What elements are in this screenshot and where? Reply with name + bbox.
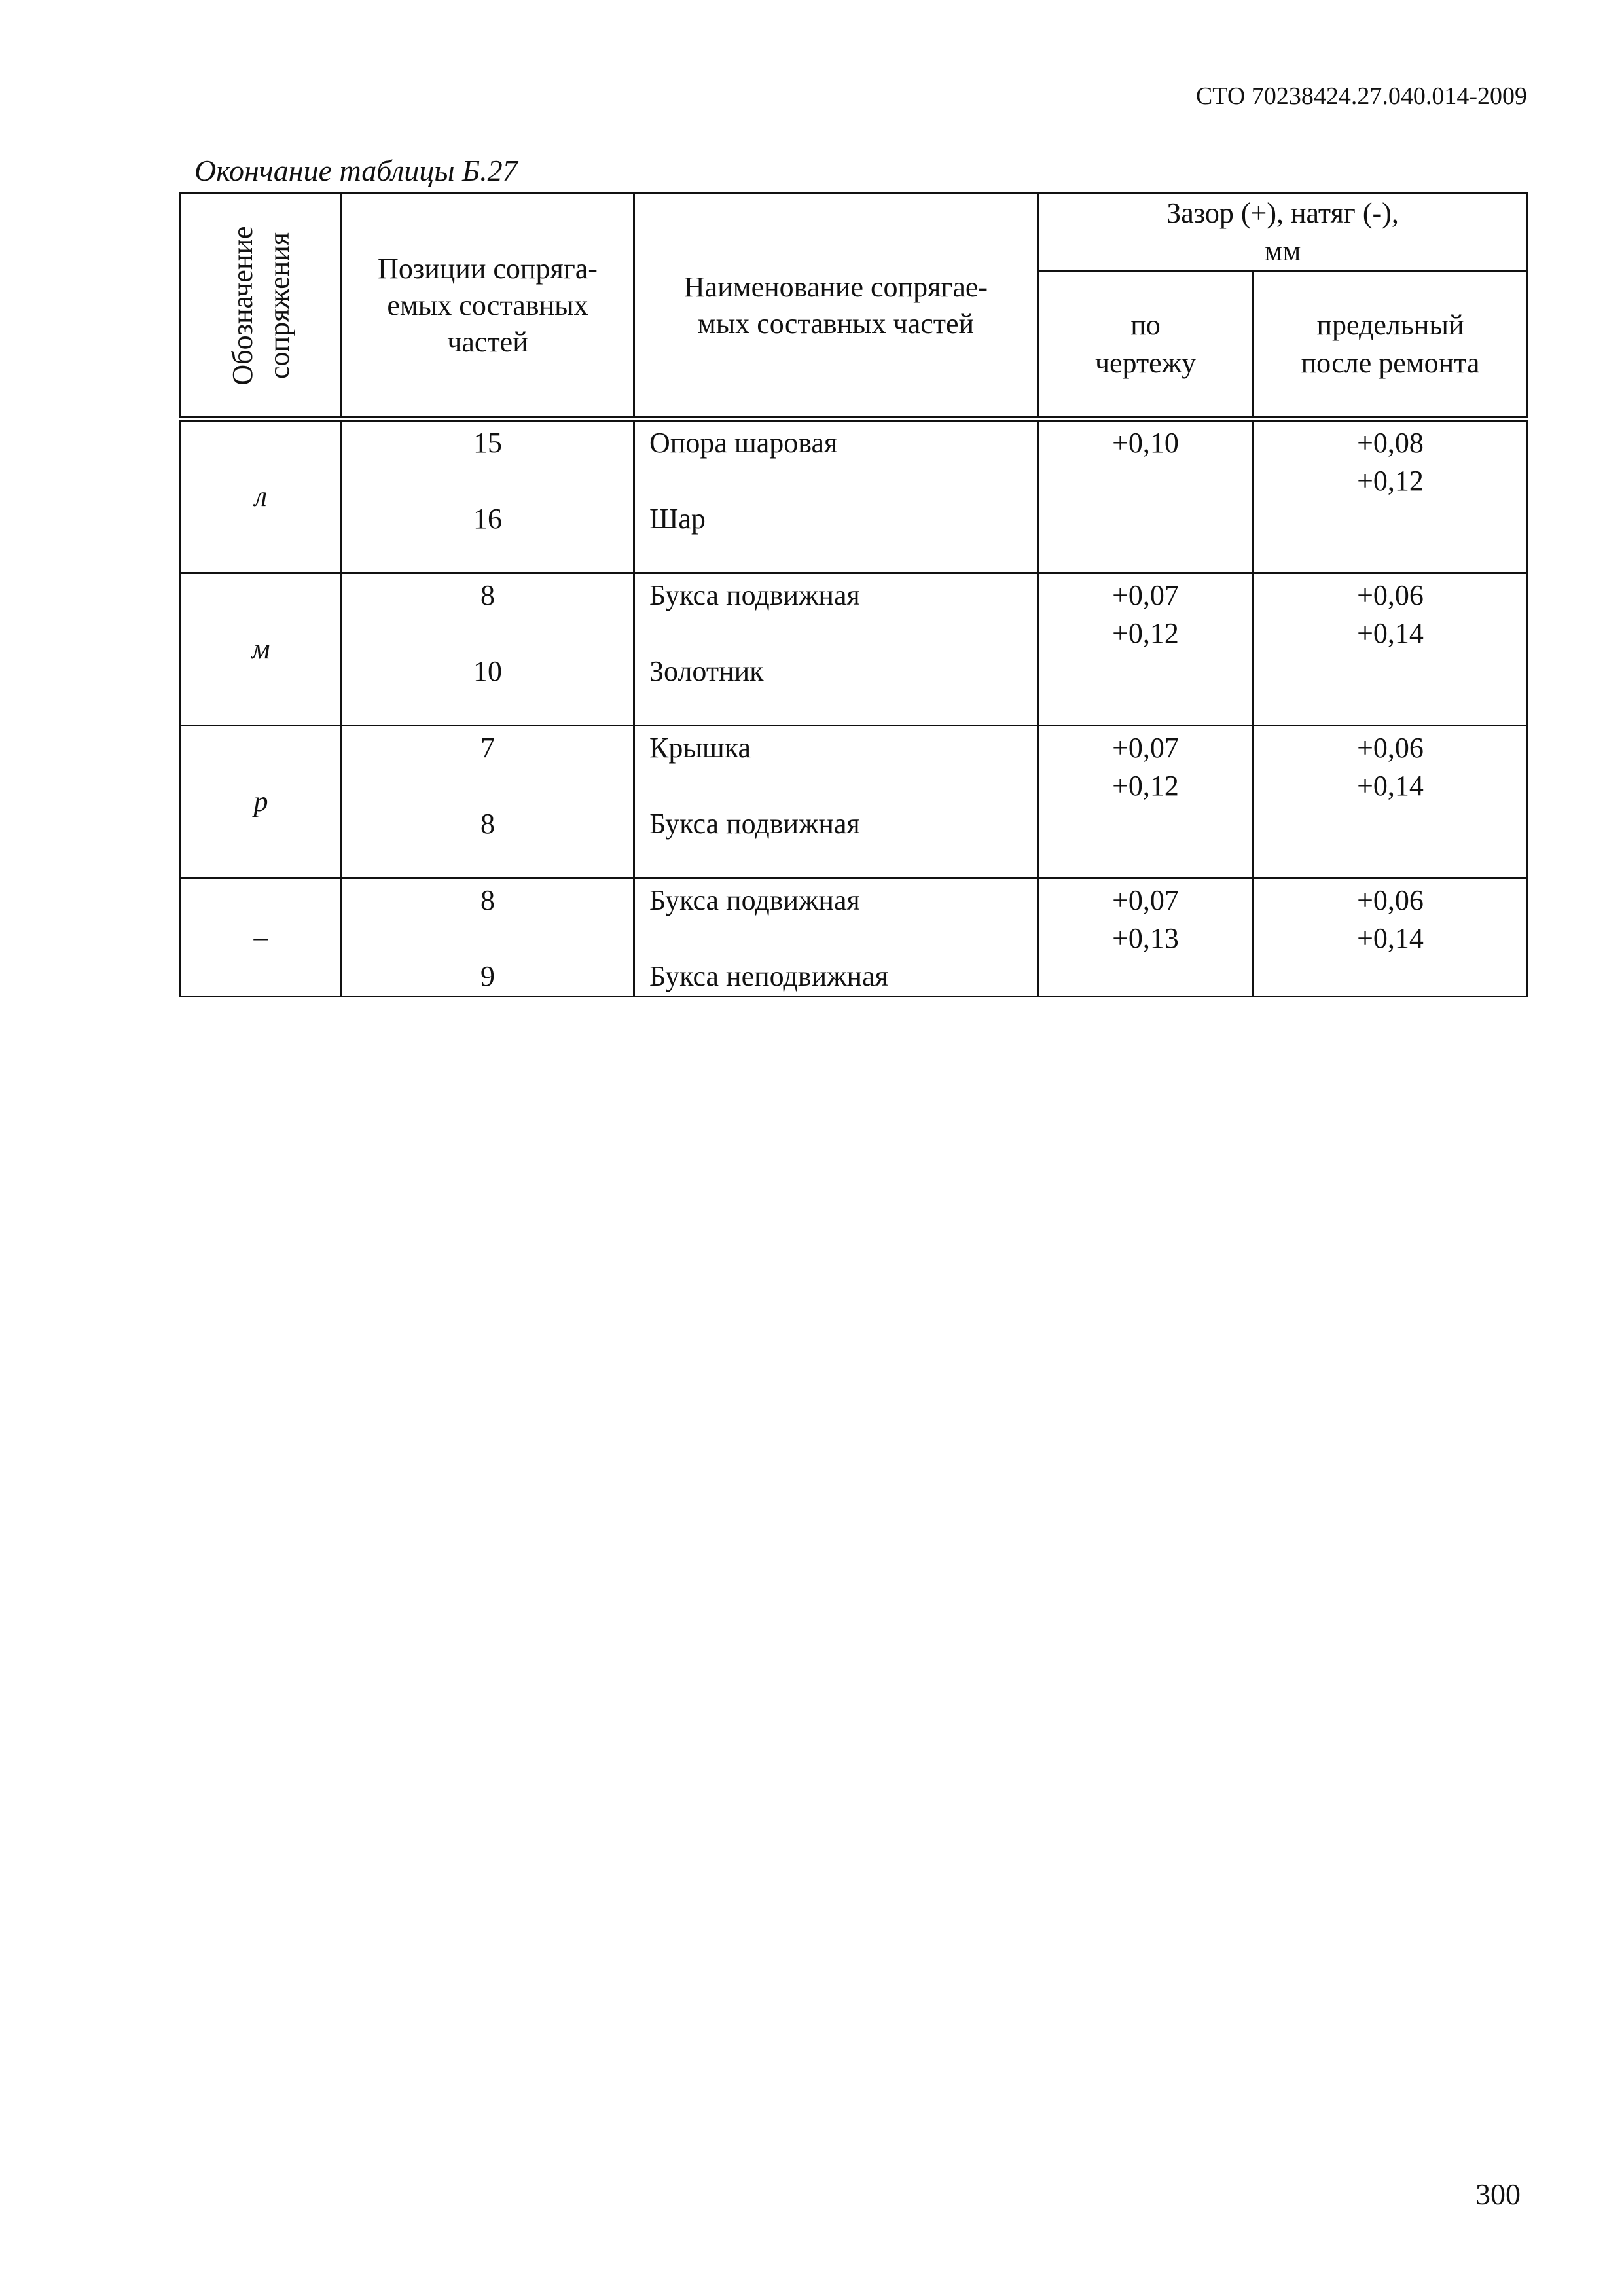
part-name: Золотник [649,655,764,687]
table-row [181,419,1528,573]
position-value: 15 [473,427,502,459]
page-number: 300 [1475,2178,1521,2211]
positions-cell [342,419,634,573]
designation-header-text: Обозначение сопряжения [226,225,295,386]
positions-cell [342,726,634,878]
position-value: 8 [480,884,495,916]
positions-cell [342,878,634,997]
names-cell [634,726,1038,878]
position-value: 8 [480,579,495,611]
limit-value: +0,12 [1357,465,1424,497]
table-header-row-top [181,194,1528,272]
part-name: Букса подвижная [649,808,860,840]
names-cell [634,878,1038,997]
designation-cell: л [181,419,342,573]
limit-value: +0,06 [1357,884,1424,916]
designation-cell: р [181,726,342,878]
designation-cell: – [181,878,342,997]
gap-group-header: Зазор (+), натяг (-), мм [1038,194,1528,272]
part-name: Шар [649,503,706,535]
drawing-value: +0,12 [1112,770,1179,802]
limit-value: +0,14 [1357,617,1424,649]
mating-parts-table [179,192,1528,997]
drawing-value [1039,462,1252,500]
positions-cell [342,573,634,726]
limit-value: +0,06 [1357,579,1424,611]
position-value: 16 [473,503,502,535]
designation-header [181,194,342,420]
table-row [181,878,1528,997]
by-drawing-cell [1038,878,1254,997]
table-row [181,726,1528,878]
positions-header: Позиции сопряга- емых составных частей [342,194,634,420]
limit-cell [1254,726,1528,878]
position-value: 9 [480,960,495,992]
drawing-value: +0,13 [1112,922,1179,954]
position-value: 7 [480,732,495,764]
by-drawing-cell [1038,573,1254,726]
by-drawing-cell [1038,726,1254,878]
document-code: СТО 70238424.27.040.014-2009 [1195,82,1527,110]
limit-value: +0,14 [1357,922,1424,954]
limit-cell [1254,419,1528,573]
by-drawing-cell [1038,419,1254,573]
names-cell [634,419,1038,573]
drawing-value: +0,12 [1112,617,1179,649]
part-name: Опора шаровая [649,427,838,459]
limit-value: +0,14 [1357,770,1424,802]
drawing-value: +0,10 [1112,427,1179,459]
by-drawing-header: по чертежу [1038,272,1254,420]
part-name: Букса неподвижная [649,960,888,992]
table-row [181,573,1528,726]
part-name: Крышка [649,732,751,764]
designation-cell: м [181,573,342,726]
table-caption: Окончание таблицы Б.27 [194,154,518,187]
names-cell [634,573,1038,726]
names-header: Наименование сопрягае- мых составных частей [634,194,1038,420]
limit-value: +0,08 [1357,427,1424,459]
drawing-value: +0,07 [1112,579,1179,611]
drawing-value: +0,07 [1112,732,1179,764]
limit-cell [1254,573,1528,726]
limit-cell [1254,878,1528,997]
part-name: Букса подвижная [649,579,860,611]
position-value: 8 [480,808,495,840]
drawing-value: +0,07 [1112,884,1179,916]
limit-after-repair-header: предельный после ремонта [1254,272,1528,420]
position-value: 10 [473,655,502,687]
part-name: Букса подвижная [649,884,860,916]
limit-value: +0,06 [1357,732,1424,764]
